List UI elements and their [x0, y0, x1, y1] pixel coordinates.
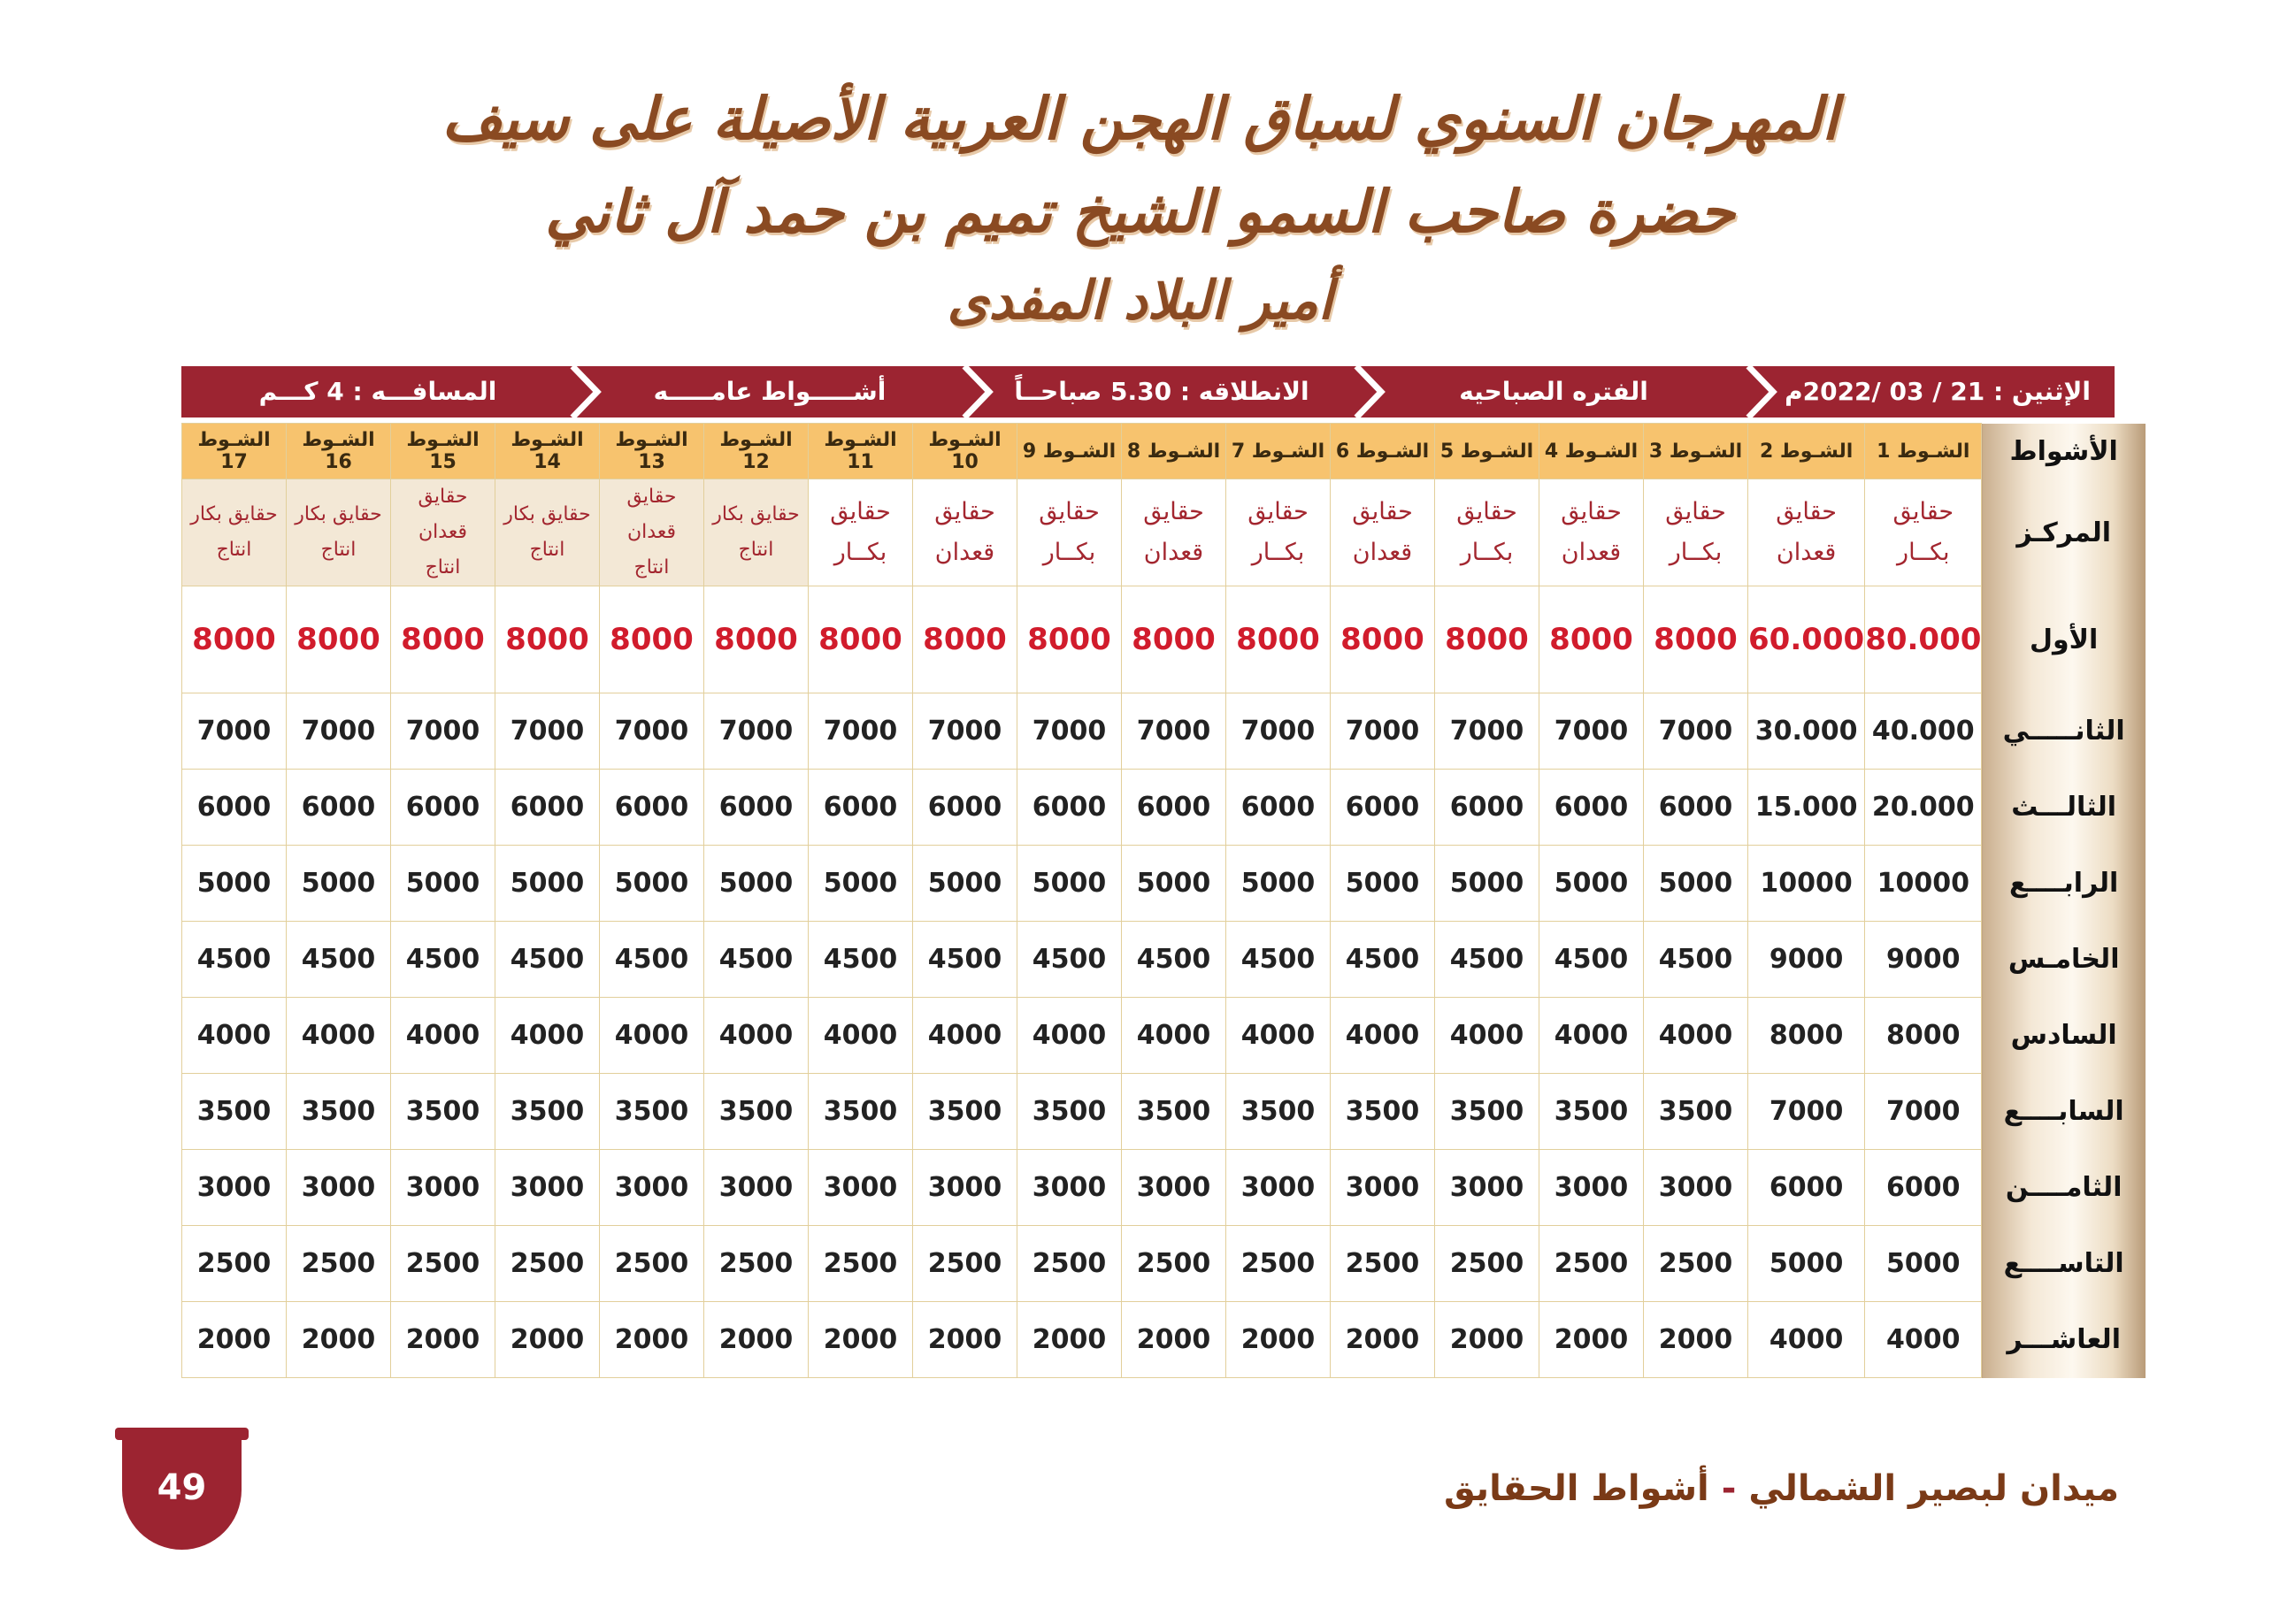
- prize-cell: 3500: [391, 1074, 495, 1150]
- prize-cell: 7000: [1865, 1074, 1982, 1150]
- heat-category-10: [913, 479, 1017, 586]
- prize-cell: 7000: [1748, 1074, 1865, 1150]
- prize-cell: 6000: [1644, 770, 1748, 846]
- heat-name-7: الشـوط 7: [1226, 424, 1331, 479]
- info-banner: [181, 366, 2115, 417]
- prize-cell: 7000: [809, 693, 913, 770]
- heat-name-14: الشـوط 14: [495, 424, 600, 479]
- prize-cell: 8000: [287, 586, 391, 693]
- heat-name-12: الشـوط 12: [704, 424, 809, 479]
- prize-cell: 6000: [495, 770, 600, 846]
- prize-cell: 7000: [1435, 693, 1539, 770]
- prize-cell: 2500: [600, 1226, 704, 1302]
- prize-cell: 6000: [1748, 1150, 1865, 1226]
- prize-cell: 7000: [913, 693, 1017, 770]
- prize-cell: 2000: [287, 1302, 391, 1378]
- heat-category-sub: قعدان: [1352, 539, 1413, 566]
- prize-cell: 5000: [1748, 1226, 1865, 1302]
- prize-cell: 4500: [1122, 922, 1226, 998]
- heat-category-sub: بكــار: [1460, 539, 1514, 566]
- heat-category-16: [287, 479, 391, 586]
- heat-category-main: حقايق: [1665, 498, 1726, 525]
- heat-category-sub: انتاج: [633, 556, 670, 578]
- prize-cell: 9000: [1865, 922, 1982, 998]
- title-line-1: المهرجان السنوي لسباق الهجن العربية الأصيلة على سيف: [441, 84, 1839, 153]
- prize-cell: 2500: [913, 1226, 1017, 1302]
- prize-cell: 8000: [1644, 586, 1748, 693]
- row-label-heats: الأشواط: [1982, 424, 2146, 479]
- heat-category-8: [1122, 479, 1226, 586]
- prize-cell: 3500: [1122, 1074, 1226, 1150]
- prize-cell: 7000: [1226, 693, 1331, 770]
- prize-cell: 8000: [600, 586, 704, 693]
- prize-cell: 2500: [704, 1226, 809, 1302]
- prize-cell: 3500: [182, 1074, 287, 1150]
- prize-cell: 8000: [182, 586, 287, 693]
- prize-cell: 2000: [809, 1302, 913, 1378]
- heat-category-sub: بكــار: [1669, 539, 1723, 566]
- prize-cell: 3500: [600, 1074, 704, 1150]
- prize-cell: 3500: [495, 1074, 600, 1150]
- prize-cell: 7000: [704, 693, 809, 770]
- heat-category-main: حقايق: [1247, 498, 1309, 525]
- prize-cell: 6000: [1017, 770, 1122, 846]
- prize-cell: 3000: [600, 1150, 704, 1226]
- heat-category-sub: انتاج: [529, 539, 565, 561]
- prize-cell: 2000: [704, 1302, 809, 1378]
- prize-cell: 3500: [1017, 1074, 1122, 1150]
- prize-row: [182, 1226, 2146, 1302]
- prize-cell: 8000: [704, 586, 809, 693]
- row-label-place-1: الأول: [1982, 586, 2146, 693]
- heat-category-15: [391, 479, 495, 586]
- row-label-place-4: الرابــــع: [1982, 846, 2146, 922]
- prize-cell: 4000: [1748, 1302, 1865, 1378]
- prize-cell: 3500: [1435, 1074, 1539, 1150]
- heat-category-sub: انتاج: [425, 556, 461, 578]
- heat-category-main: حقايق بكار: [712, 503, 800, 525]
- prize-cell: 3000: [391, 1150, 495, 1226]
- prize-cell: 2500: [1226, 1226, 1331, 1302]
- prize-cell: 4000: [704, 998, 809, 1074]
- heat-category-main: حقايق بكار: [295, 503, 382, 525]
- heat-header-row: [182, 424, 2146, 479]
- prize-cell: 3000: [913, 1150, 1017, 1226]
- page-number-tab: [122, 1435, 242, 1550]
- prize-cell: 8000: [1748, 998, 1865, 1074]
- prize-cell: 5000: [600, 846, 704, 922]
- prize-cell: 8000: [1865, 998, 1982, 1074]
- prizes-table-wrap: [181, 423, 2146, 1378]
- banner-heat-type: أشـــــواط عامـــــه: [653, 377, 887, 406]
- prize-cell: 5000: [495, 846, 600, 922]
- prize-cell: 8000: [809, 586, 913, 693]
- prize-cell: 2000: [1331, 1302, 1435, 1378]
- heat-name-5: الشـوط 5: [1435, 424, 1539, 479]
- prize-cell: 6000: [1122, 770, 1226, 846]
- heat-category-sub: انتاج: [216, 539, 252, 561]
- prize-cell: 7000: [1017, 693, 1122, 770]
- heat-category-sub: قعدان: [1776, 539, 1837, 566]
- title-line-3: أمير البلاد المفدى: [947, 270, 1333, 332]
- prize-cell: 3500: [1226, 1074, 1331, 1150]
- prize-cell: 5000: [1539, 846, 1644, 922]
- prize-row: [182, 998, 2146, 1074]
- prize-cell: 3000: [495, 1150, 600, 1226]
- row-label-place-3: الثالـــث: [1982, 770, 2146, 846]
- prize-cell: 20.000: [1865, 770, 1982, 846]
- category-row: [182, 479, 2146, 586]
- prize-cell: 10000: [1748, 846, 1865, 922]
- banner-date: الإثنين : 21 / 03 /2022م: [1785, 377, 2091, 406]
- row-label-place-9: التاســــع: [1982, 1226, 2146, 1302]
- prize-cell: 4500: [391, 922, 495, 998]
- prize-cell: 7000: [1539, 693, 1644, 770]
- heat-category-main: حقايق بكار: [503, 503, 591, 525]
- footer-caption: [1444, 1468, 2119, 1509]
- banner-period: الفتره الصباحيه: [1459, 377, 1648, 406]
- prize-cell: 3000: [704, 1150, 809, 1226]
- heat-category-sub: بكــار: [1251, 539, 1305, 566]
- row-label-place-6: السادس: [1982, 998, 2146, 1074]
- prize-cell: 6000: [704, 770, 809, 846]
- prize-cell: 2000: [1226, 1302, 1331, 1378]
- prize-cell: 5000: [391, 846, 495, 922]
- prize-cell: 40.000: [1865, 693, 1982, 770]
- prize-cell: 6000: [913, 770, 1017, 846]
- prize-cell: 8000: [391, 586, 495, 693]
- heat-category-11: [809, 479, 913, 586]
- prize-cell: 4500: [913, 922, 1017, 998]
- row-label-place-2: الثانـــــي: [1982, 693, 2146, 770]
- prize-cell: 4500: [1017, 922, 1122, 998]
- prize-cell: 4000: [182, 998, 287, 1074]
- prize-cell: 3000: [182, 1150, 287, 1226]
- prize-row: [182, 922, 2146, 998]
- prize-cell: 4500: [704, 922, 809, 998]
- prize-cell: 8000: [1539, 586, 1644, 693]
- heat-category-main: حقايق: [1456, 498, 1517, 525]
- prize-cell: 3000: [1331, 1150, 1435, 1226]
- prize-cell: 8000: [913, 586, 1017, 693]
- prize-cell: 3500: [1331, 1074, 1435, 1150]
- prize-cell: 6000: [182, 770, 287, 846]
- prize-cell: 6000: [391, 770, 495, 846]
- prize-cell: 6000: [600, 770, 704, 846]
- footer-place: ميدان لبصير الشمالي: [1748, 1468, 2119, 1509]
- prize-cell: 8000: [1435, 586, 1539, 693]
- prize-cell: 5000: [1331, 846, 1435, 922]
- heat-name-16: الشـوط 16: [287, 424, 391, 479]
- prize-cell: 7000: [600, 693, 704, 770]
- heat-category-sub: قعدان: [934, 539, 995, 566]
- heat-category-4: [1539, 479, 1644, 586]
- prize-cell: 2000: [600, 1302, 704, 1378]
- prize-cell: 7000: [495, 693, 600, 770]
- heat-category-2: [1748, 479, 1865, 586]
- heat-category-sub: قعدان: [1561, 539, 1622, 566]
- heat-category-1: [1865, 479, 1982, 586]
- prize-cell: 4000: [1435, 998, 1539, 1074]
- prize-cell: 4500: [1435, 922, 1539, 998]
- prize-cell: 3500: [913, 1074, 1017, 1150]
- prize-row: [182, 846, 2146, 922]
- prize-cell: 4000: [1865, 1302, 1982, 1378]
- heat-name-1: الشـوط 1: [1865, 424, 1982, 479]
- heat-category-17: [182, 479, 287, 586]
- heat-name-11: الشـوط 11: [809, 424, 913, 479]
- prize-cell: 5000: [1122, 846, 1226, 922]
- prize-cell: 6000: [1539, 770, 1644, 846]
- prize-row: [182, 586, 2146, 693]
- prize-cell: 2500: [182, 1226, 287, 1302]
- row-label-place-5: الخامـس: [1982, 922, 2146, 998]
- heat-category-sub: بكــار: [1042, 539, 1096, 566]
- prize-cell: 6000: [1435, 770, 1539, 846]
- prize-cell: 4500: [182, 922, 287, 998]
- prize-cell: 2000: [182, 1302, 287, 1378]
- prize-cell: 4000: [287, 998, 391, 1074]
- prize-cell: 4500: [809, 922, 913, 998]
- prize-cell: 3000: [1226, 1150, 1331, 1226]
- heat-category-main: حقايق: [1892, 498, 1954, 525]
- prize-cell: 2500: [1435, 1226, 1539, 1302]
- prize-cell: 4500: [287, 922, 391, 998]
- page-number: 49: [157, 1467, 207, 1508]
- prize-cell: 9000: [1748, 922, 1865, 998]
- heat-category-13: [600, 479, 704, 586]
- prize-cell: 3000: [1017, 1150, 1122, 1226]
- prize-cell: 4000: [1122, 998, 1226, 1074]
- prize-cell: 8000: [1122, 586, 1226, 693]
- prize-cell: 8000: [1017, 586, 1122, 693]
- heat-category-main: حقايق: [1039, 498, 1100, 525]
- prize-cell: 3000: [1539, 1150, 1644, 1226]
- prize-cell: 7000: [1331, 693, 1435, 770]
- prizes-table: [181, 423, 2146, 1378]
- prize-cell: 2000: [1122, 1302, 1226, 1378]
- prize-cell: 3500: [287, 1074, 391, 1150]
- prize-cell: 7000: [1122, 693, 1226, 770]
- heat-name-17: الشـوط 17: [182, 424, 287, 479]
- prize-cell: 2500: [391, 1226, 495, 1302]
- prize-cell: 7000: [391, 693, 495, 770]
- prize-cell: 8000: [495, 586, 600, 693]
- prize-cell: 80.000: [1865, 586, 1982, 693]
- footer-separator: -: [1721, 1468, 1737, 1509]
- heat-category-main: حقايق قعدان: [626, 486, 677, 543]
- prize-cell: 4500: [1331, 922, 1435, 998]
- prize-cell: 5000: [913, 846, 1017, 922]
- prize-cell: 2000: [1017, 1302, 1122, 1378]
- heat-category-7: [1226, 479, 1331, 586]
- prize-cell: 2500: [495, 1226, 600, 1302]
- prize-cell: 5000: [809, 846, 913, 922]
- heat-category-6: [1331, 479, 1435, 586]
- heat-category-sub: انتاج: [738, 539, 774, 561]
- heat-name-3: الشـوط 3: [1644, 424, 1748, 479]
- prize-cell: 7000: [1644, 693, 1748, 770]
- banner-distance: المسافـــه : 4 كـــم: [258, 377, 497, 406]
- prize-cell: 15.000: [1748, 770, 1865, 846]
- heat-category-3: [1644, 479, 1748, 586]
- prize-cell: 3000: [809, 1150, 913, 1226]
- prize-cell: 5000: [287, 846, 391, 922]
- prize-cell: 4000: [391, 998, 495, 1074]
- heat-category-main: حقايق: [1561, 498, 1622, 525]
- prize-cell: 4000: [600, 998, 704, 1074]
- heat-name-4: الشـوط 4: [1539, 424, 1644, 479]
- prize-cell: 2500: [1122, 1226, 1226, 1302]
- heat-category-9: [1017, 479, 1122, 586]
- prize-cell: 4000: [495, 998, 600, 1074]
- prize-cell: 2500: [809, 1226, 913, 1302]
- row-label-category: المركـز: [1982, 479, 2146, 586]
- prize-cell: 5000: [1017, 846, 1122, 922]
- prize-cell: 2000: [391, 1302, 495, 1378]
- row-label-place-10: العاشـــر: [1982, 1302, 2146, 1378]
- prize-cell: 3000: [1435, 1150, 1539, 1226]
- prize-row: [182, 693, 2146, 770]
- row-label-place-7: السابــــع: [1982, 1074, 2146, 1150]
- prize-row: [182, 1150, 2146, 1226]
- heat-name-8: الشـوط 8: [1122, 424, 1226, 479]
- prize-cell: 3500: [704, 1074, 809, 1150]
- prize-cell: 3000: [1122, 1150, 1226, 1226]
- prize-cell: 7000: [287, 693, 391, 770]
- prize-cell: 2500: [1017, 1226, 1122, 1302]
- prize-cell: 4500: [1539, 922, 1644, 998]
- prize-cell: 4500: [495, 922, 600, 998]
- prize-cell: 2500: [1331, 1226, 1435, 1302]
- prize-cell: 4000: [809, 998, 913, 1074]
- prize-cell: 6000: [1226, 770, 1331, 846]
- heat-category-sub: انتاج: [320, 539, 357, 561]
- heat-name-6: الشـوط 6: [1331, 424, 1435, 479]
- prize-cell: 5000: [182, 846, 287, 922]
- prize-row: [182, 1302, 2146, 1378]
- prize-cell: 8000: [1226, 586, 1331, 693]
- prize-cell: 6000: [287, 770, 391, 846]
- heat-name-9: الشـوط 9: [1017, 424, 1122, 479]
- prize-cell: 4000: [1226, 998, 1331, 1074]
- prize-cell: 5000: [704, 846, 809, 922]
- prize-cell: 2000: [495, 1302, 600, 1378]
- prize-cell: 4000: [1644, 998, 1748, 1074]
- prize-cell: 30.000: [1748, 693, 1865, 770]
- heat-category-main: حقايق قعدان: [418, 486, 468, 543]
- heat-name-2: الشـوط 2: [1748, 424, 1865, 479]
- heat-category-main: حقايق: [934, 498, 995, 525]
- heat-name-13: الشـوط 13: [600, 424, 704, 479]
- prize-cell: 3500: [1644, 1074, 1748, 1150]
- heat-name-15: الشـوط 15: [391, 424, 495, 479]
- prize-cell: 5000: [1644, 846, 1748, 922]
- heat-category-12: [704, 479, 809, 586]
- prize-row: [182, 1074, 2146, 1150]
- heat-category-main: حقايق: [1143, 498, 1204, 525]
- prize-cell: 60.000: [1748, 586, 1865, 693]
- prize-cell: 2000: [913, 1302, 1017, 1378]
- banner-start-time: الانطلاقه : 5.30 صباحــاً: [1014, 377, 1309, 406]
- heat-category-sub: بكــار: [1897, 539, 1950, 566]
- heat-category-5: [1435, 479, 1539, 586]
- heat-name-10: الشـوط 10: [913, 424, 1017, 479]
- prize-cell: 4000: [1539, 998, 1644, 1074]
- prize-cell: 3500: [809, 1074, 913, 1150]
- title-line-2: حضرة صاحب السمو الشيخ تميم بن حمد آل ثاني: [545, 177, 1735, 246]
- row-label-place-8: الثامــــن: [1982, 1150, 2146, 1226]
- prize-cell: 2000: [1644, 1302, 1748, 1378]
- heat-category-main: حقايق: [830, 498, 891, 525]
- prize-cell: 2500: [1644, 1226, 1748, 1302]
- prize-row: [182, 770, 2146, 846]
- prize-cell: 5000: [1435, 846, 1539, 922]
- heat-category-sub: قعدان: [1143, 539, 1204, 566]
- prize-cell: 4500: [600, 922, 704, 998]
- prize-cell: 6000: [1331, 770, 1435, 846]
- prize-cell: 2500: [1539, 1226, 1644, 1302]
- prize-cell: 4000: [913, 998, 1017, 1074]
- prize-cell: 5000: [1865, 1226, 1982, 1302]
- prize-cell: 4000: [1017, 998, 1122, 1074]
- prize-cell: 3000: [287, 1150, 391, 1226]
- prize-cell: 3000: [1644, 1150, 1748, 1226]
- prize-cell: 2500: [287, 1226, 391, 1302]
- footer-section: أشواط الحقايق: [1444, 1468, 1709, 1509]
- heat-category-main: حقايق: [1776, 498, 1837, 525]
- heat-category-main: حقايق بكار: [190, 503, 278, 525]
- prize-cell: 4000: [1331, 998, 1435, 1074]
- prize-cell: 2000: [1539, 1302, 1644, 1378]
- prize-cell: 5000: [1226, 846, 1331, 922]
- prize-cell: 8000: [1331, 586, 1435, 693]
- prize-cell: 6000: [809, 770, 913, 846]
- heat-category-sub: بكــار: [833, 539, 887, 566]
- prize-cell: 6000: [1865, 1150, 1982, 1226]
- prize-cell: 2000: [1435, 1302, 1539, 1378]
- prize-cell: 4500: [1226, 922, 1331, 998]
- heat-category-14: [495, 479, 600, 586]
- prize-cell: 3500: [1539, 1074, 1644, 1150]
- heat-category-main: حقايق: [1352, 498, 1413, 525]
- prize-cell: 4500: [1644, 922, 1748, 998]
- prize-cell: 10000: [1865, 846, 1982, 922]
- prize-cell: 7000: [182, 693, 287, 770]
